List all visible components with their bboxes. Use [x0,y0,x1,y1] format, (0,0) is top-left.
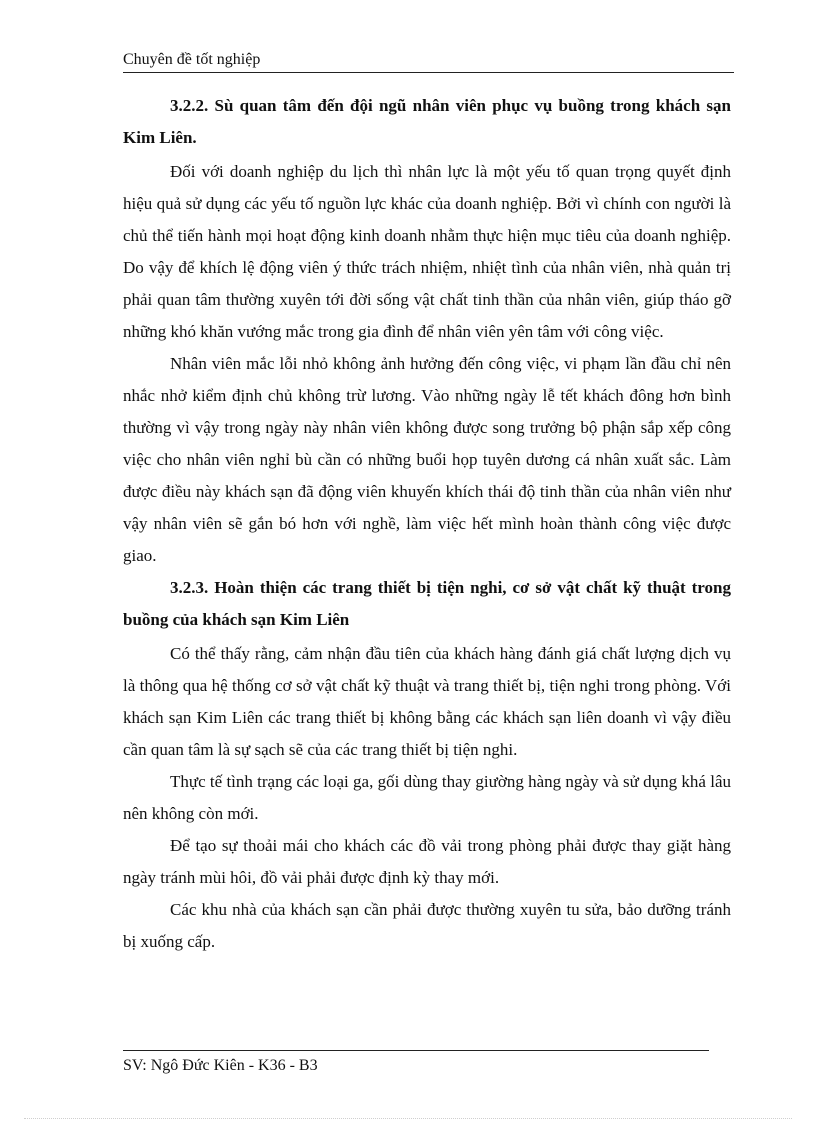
paragraph: Có thể thấy rằng, cảm nhận đầu tiên của khách hàng đánh giá chất lượng dịch vụ là thông qua hệ thống cơ sở vật chất kỹ thuật và trang thiết bị, tiện nghi trong phòng. Với khách sạn Kim Liên các trang thiết bị không bằng các khách sạn liên doanh vì vậy điều cần quan tâm là sự sạch sẽ của các trang thiết bị tiện nghi. [123,644,731,759]
paragraph: Nhân viên mắc lỗi nhỏ không ảnh hưởng đến công việc, vi phạm lần đầu chỉ nên nhắc nhở kiểm định chủ không trừ lương. Vào những ngày lễ tết khách đông hơn bình thường vì vậy trong ngày này nhân viên không được song trưởng bộ phận sắp xếp công việc cho nhân viên nghỉ bù cần có những buổi họp tuyên dương cá nhân xuất sắc. Làm được điều này khách sạn đã động viên khuyến khích thái độ tinh thần của nhân viên như vậy nhân viên sẽ gắn bó hơn với nghề, làm việc hết mình hoàn thành công việc được giao. [123,354,731,565]
paragraph: Các khu nhà của khách sạn cần phải được thường xuyên tu sửa, bảo dưỡng tránh bị xuống cấp. [123,900,731,951]
paragraph: Đối với doanh nghiệp du lịch thì nhân lực là một yếu tố quan trọng quyết định hiệu quả sử dụng các yếu tố nguồn lực khác của doanh nghiệp. Bởi vì chính con người là chủ thể tiến hành mọi hoạt động kinh doanh nhằm thực hiện mục tiêu của doanh nghiệp. Do vậy để khích lệ động viên ý thức trách nhiệm, nhiệt tình của nhân viên, nhà quản trị phải quan tâm thường xuyên tới đời sống vật chất tinh thần của nhân viên, giúp tháo gỡ những khó khăn vướng mắc trong gia đình để nhân viên yên tâm với công việc. [123,162,731,341]
page-bottom-edge [24,1118,792,1119]
section-3-2-3 [123,572,731,958]
page-header [123,48,734,73]
section-heading: 3.2.3. Hoàn thiện các trang thiết bị tiện nghi, cơ sở vật chất kỹ thuật trong buồng của khách sạn Kim Liên [123,578,731,629]
footer-divider [123,1050,709,1051]
section-heading: 3.2.2. Sù quan tâm đến đội ngũ nhân viên phục vụ buồng trong khách sạn Kim Liên. [123,96,731,147]
section-3-2-2 [123,90,731,572]
document-body [123,90,731,958]
page-footer [123,1054,318,1078]
footer-student-info: SV: Ngô Đức Kiên - K36 - B3 [123,1057,318,1074]
header-title: Chuyên đề tốt nghiệp [123,51,261,68]
paragraph: Thực tế tình trạng các loại ga, gối dùng thay giường hàng ngày và sử dụng khá lâu nên không còn mới. [123,772,731,823]
paragraph: Để tạo sự thoải mái cho khách các đồ vải trong phòng phải được thay giặt hàng ngày tránh mùi hôi, đồ vải phải được định kỳ thay mới. [123,836,731,887]
